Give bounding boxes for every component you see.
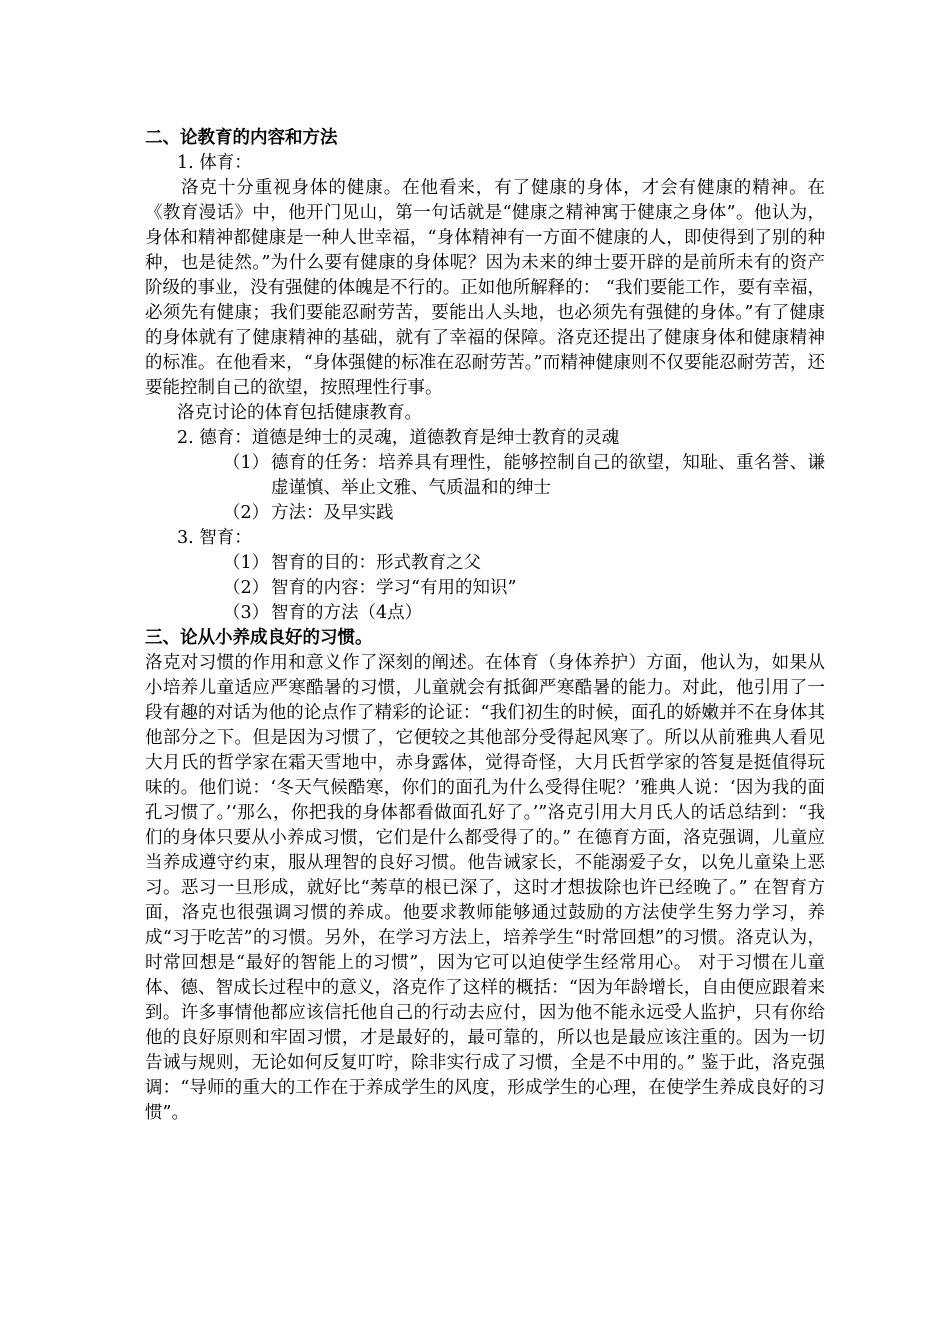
document-page — [145, 126, 825, 1126]
sub-text: 智育的方法（4点） — [271, 603, 423, 623]
item-3-sub-1 — [145, 551, 825, 576]
habits-paragraph: 洛克对习惯的作用和意义作了深刻的阐述。在体育（身体养护）方面，他认为，如果从小培养儿童适应严寒酷暑的习惯，儿童就会有抵御严寒酷暑的能力。对此，他引用了一段有趣的对话为他的论点作了精彩的论证：“我们初生的时候，面孔的娇嫩并不在身体其他部分之下。但是因为习惯了，它便较之其他部分受得起风寒了。所以从前雅典人看见大月氏的哲学家在霜天雪地中，赤身露体，觉得奇怪，大月氏哲学家的答复是挺值得玩味的。他们说：‘冬天气候酷寒，你们的面孔为什么受得住呢？’雅典人说：‘因为我的面孔习惯了。’‘那么，你把我的身体都看做面孔好了。’”洛克引用大月氏人的话总结到：“我们的身体只要从小养成习惯，它们是什么都受得了的。” 在德育方面，洛克强调，儿童应当养成遵守约束，服从理智的良好习惯。他告诫家长，不能溺爱子女，以免儿童染上恶习。恶习一旦形成，就好比“莠草的根已深了，这时才想拔除也许已经晚了。” 在智育方面，洛克也很强调习惯的养成。他要求教师能够通过鼓励的方法使学生努力学习，养成“习于吃苦”的习惯。另外，在学习方法上，培养学生“时常回想”的习惯。洛克认为，时常回想是“最好的智能上的习惯”，因为它可以迫使学生经常用心。 对于习惯在儿童体、德、智成长过程中的意义，洛克作了这样的概括：“因为年龄增长，自由便应跟着来到。许多事情他都应该信托他自己的行动去应付，因为他不能永远受人监护，只有你给他的良好原则和牢固习惯，才是最好的，最可靠的，所以也是最应该注重的。因为一切告诫与规则，无论如何反复叮咛，除非实行成了习惯，全是不中用的。” 鉴于此，洛克强调：“导师的重大的工作在于养成学生的风度，形成学生的心理，在使学生养成良好的习惯”。 — [145, 653, 825, 1123]
item-1-pe: 1. 体育： — [177, 153, 252, 173]
item-3-sub-3 — [145, 601, 825, 626]
item-2-sub-2 — [145, 501, 825, 526]
sub-number: （2） — [223, 503, 270, 523]
item-3-intellectual: 3. 智育： — [177, 528, 252, 548]
pe-paragraph: 洛克十分重视身体的健康。在他看来，有了健康的身体，才会有健康的精神。在《教育漫话》中，他开门见山，第一句话就是“健康之精神寓于健康之身体”。他认为，身体和精神都健康是一种人世幸福，“身体精神有一方面不健康的人，即使得到了别的种种，也是徒然。”为什么要有健康的身体呢？因为未来的绅士要开辟的是前所未有的资产阶级的事业，没有强健的体魄是不行的。正如他所解释的： “我们要能工作，要有幸福，必须先有健康；我们要能忍耐劳苦，要能出人头地，也必须先有强健的身体。”有了健康的身体就有了健康精神的基础，就有了幸福的保障。洛克还提出了健康身体和健康精神的标准。在他看来，“身体强健的标准在忍耐劳苦。”而精神健康则不仅要能忍耐劳苦，还要能控制自己的欲望，按照理性行事。 — [145, 178, 825, 398]
sub-number: （2） — [223, 578, 270, 598]
item-2-moral: 2. 德育：道德是绅士的灵魂，道德教育是绅士教育的灵魂 — [177, 428, 620, 448]
sub-text: 智育的目的：形式教育之父 — [271, 553, 481, 573]
section-3-heading: 三、论从小养成良好的习惯。 — [145, 628, 373, 648]
sub-text: 方法：及早实践 — [271, 503, 394, 523]
item-2-sub-1 — [145, 451, 825, 501]
section-2-heading: 二、论教育的内容和方法 — [145, 128, 338, 148]
sub-text: 德育的任务：培养具有理性，能够控制自己的欲望，知耻、重名誉、谦虚谨慎、举止文雅、气质温和的绅士 — [271, 453, 825, 498]
sub-number: （1） — [223, 553, 270, 573]
sub-number: （1） — [223, 453, 270, 473]
pe-summary: 洛克讨论的体育包括健康教育。 — [177, 403, 422, 423]
sub-text: 智育的内容：学习“有用的知识” — [271, 578, 517, 598]
item-3-sub-2 — [145, 576, 825, 601]
sub-number: （3） — [223, 603, 270, 623]
